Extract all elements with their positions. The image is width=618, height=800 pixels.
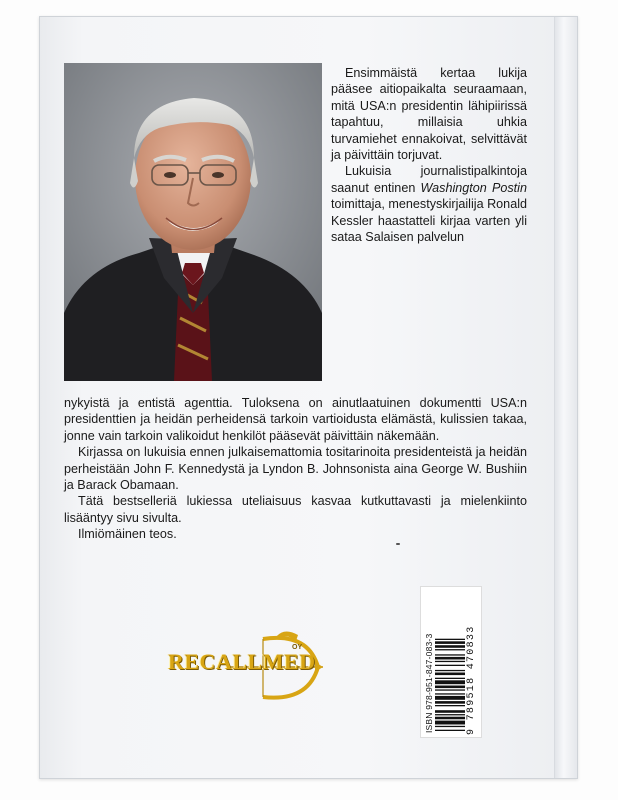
barcode-bar [435,665,465,666]
barcode-bar [435,673,465,676]
barcode-bar [435,678,465,679]
barcode-bar [435,696,465,700]
barcode-bar [435,721,465,725]
barcode-bar [435,705,465,706]
barcode-bar [435,649,465,650]
blurb-paragraph-1: Ensimmäistä kertaa lukija pääsee aitiopaikalta seuraamaan, mitä USA:n presidentin lähipiirissä tapahtuu, millaisia uhkia turvamiehet ennakoivat, selvittävät ja päivittäin torjuvat. [331,66,527,163]
blurb-paragraph-2-start [331,163,527,245]
publisher-logo [168,627,328,707]
isbn-barcode [420,586,482,738]
barcode-bar [435,726,465,727]
barcode-bar [435,639,465,640]
barcode-bar [435,693,465,694]
barcode-bar [435,730,465,731]
barcode-bar [435,661,465,662]
blurb-paragraph-2-text: Lukuisia journalistipalkintoja saanut entinen [331,164,527,195]
barcode-bar [435,680,465,684]
blurb-paragraph-4: Tätä bestselleriä lukiessa uteliaisuus kasvaa kutkuttavasti ja mielenkiinto lisääntyy sivu sivulta. [64,494,527,525]
barcode-bar [435,641,465,644]
barcode-bar [435,689,465,690]
cover-spine-edge [554,17,577,778]
barcode-number: 9 789518 470833 [466,625,477,735]
author-photo [64,63,322,381]
barcode-bar [435,710,465,713]
blurb-paragraph-3: Kirjassa on lukuisia ennen julkaisemattomia tositarinoita presidenteistä ja heidän perheistään John F. Kennedystä ja Lyndon B. Johnsonista aina George W. Bushiin ja Barack Obamaan. [64,445,527,493]
barcode-bar [435,657,465,660]
barcode-bar [435,701,465,704]
barcode-bar [435,670,465,671]
barcode-bar [435,686,465,689]
publisher-logo-suffix: OY [292,644,303,651]
blurb-column-right [331,65,527,245]
barcode-bar [435,714,465,715]
print-speck [396,543,400,545]
blurb-column-full [64,395,527,543]
blurb-paragraph-2-text-cont: toimittaja, menestyskirjailija Ronald Kessler haastatteli kirjaa varten yli sataa Salaisen palvelun [331,197,527,245]
blurb-paragraph-5: Ilmiömäinen teos. [78,527,177,542]
barcode-bar [435,717,465,720]
publisher-logo-text: RECALLMED [168,649,316,674]
isbn-label: ISBN 978-951-847-083-3 [424,633,434,733]
barcode-bars [435,591,465,733]
barcode-bar [435,654,465,655]
newspaper-name: Washington Postin [420,180,527,195]
barcode-bar [435,645,465,648]
blurb-paragraph-2-end: nykyistä ja entistä agenttia. Tuloksena on ainutlaatuinen dokumentti USA:n presidenttien ja heidän perheidensä tarkoin vartioidusta elämästä, kulissien takaa, jonne vain tarkoin valikoidut henkilöt pääsevät päivittäin näkemään. [64,396,527,443]
